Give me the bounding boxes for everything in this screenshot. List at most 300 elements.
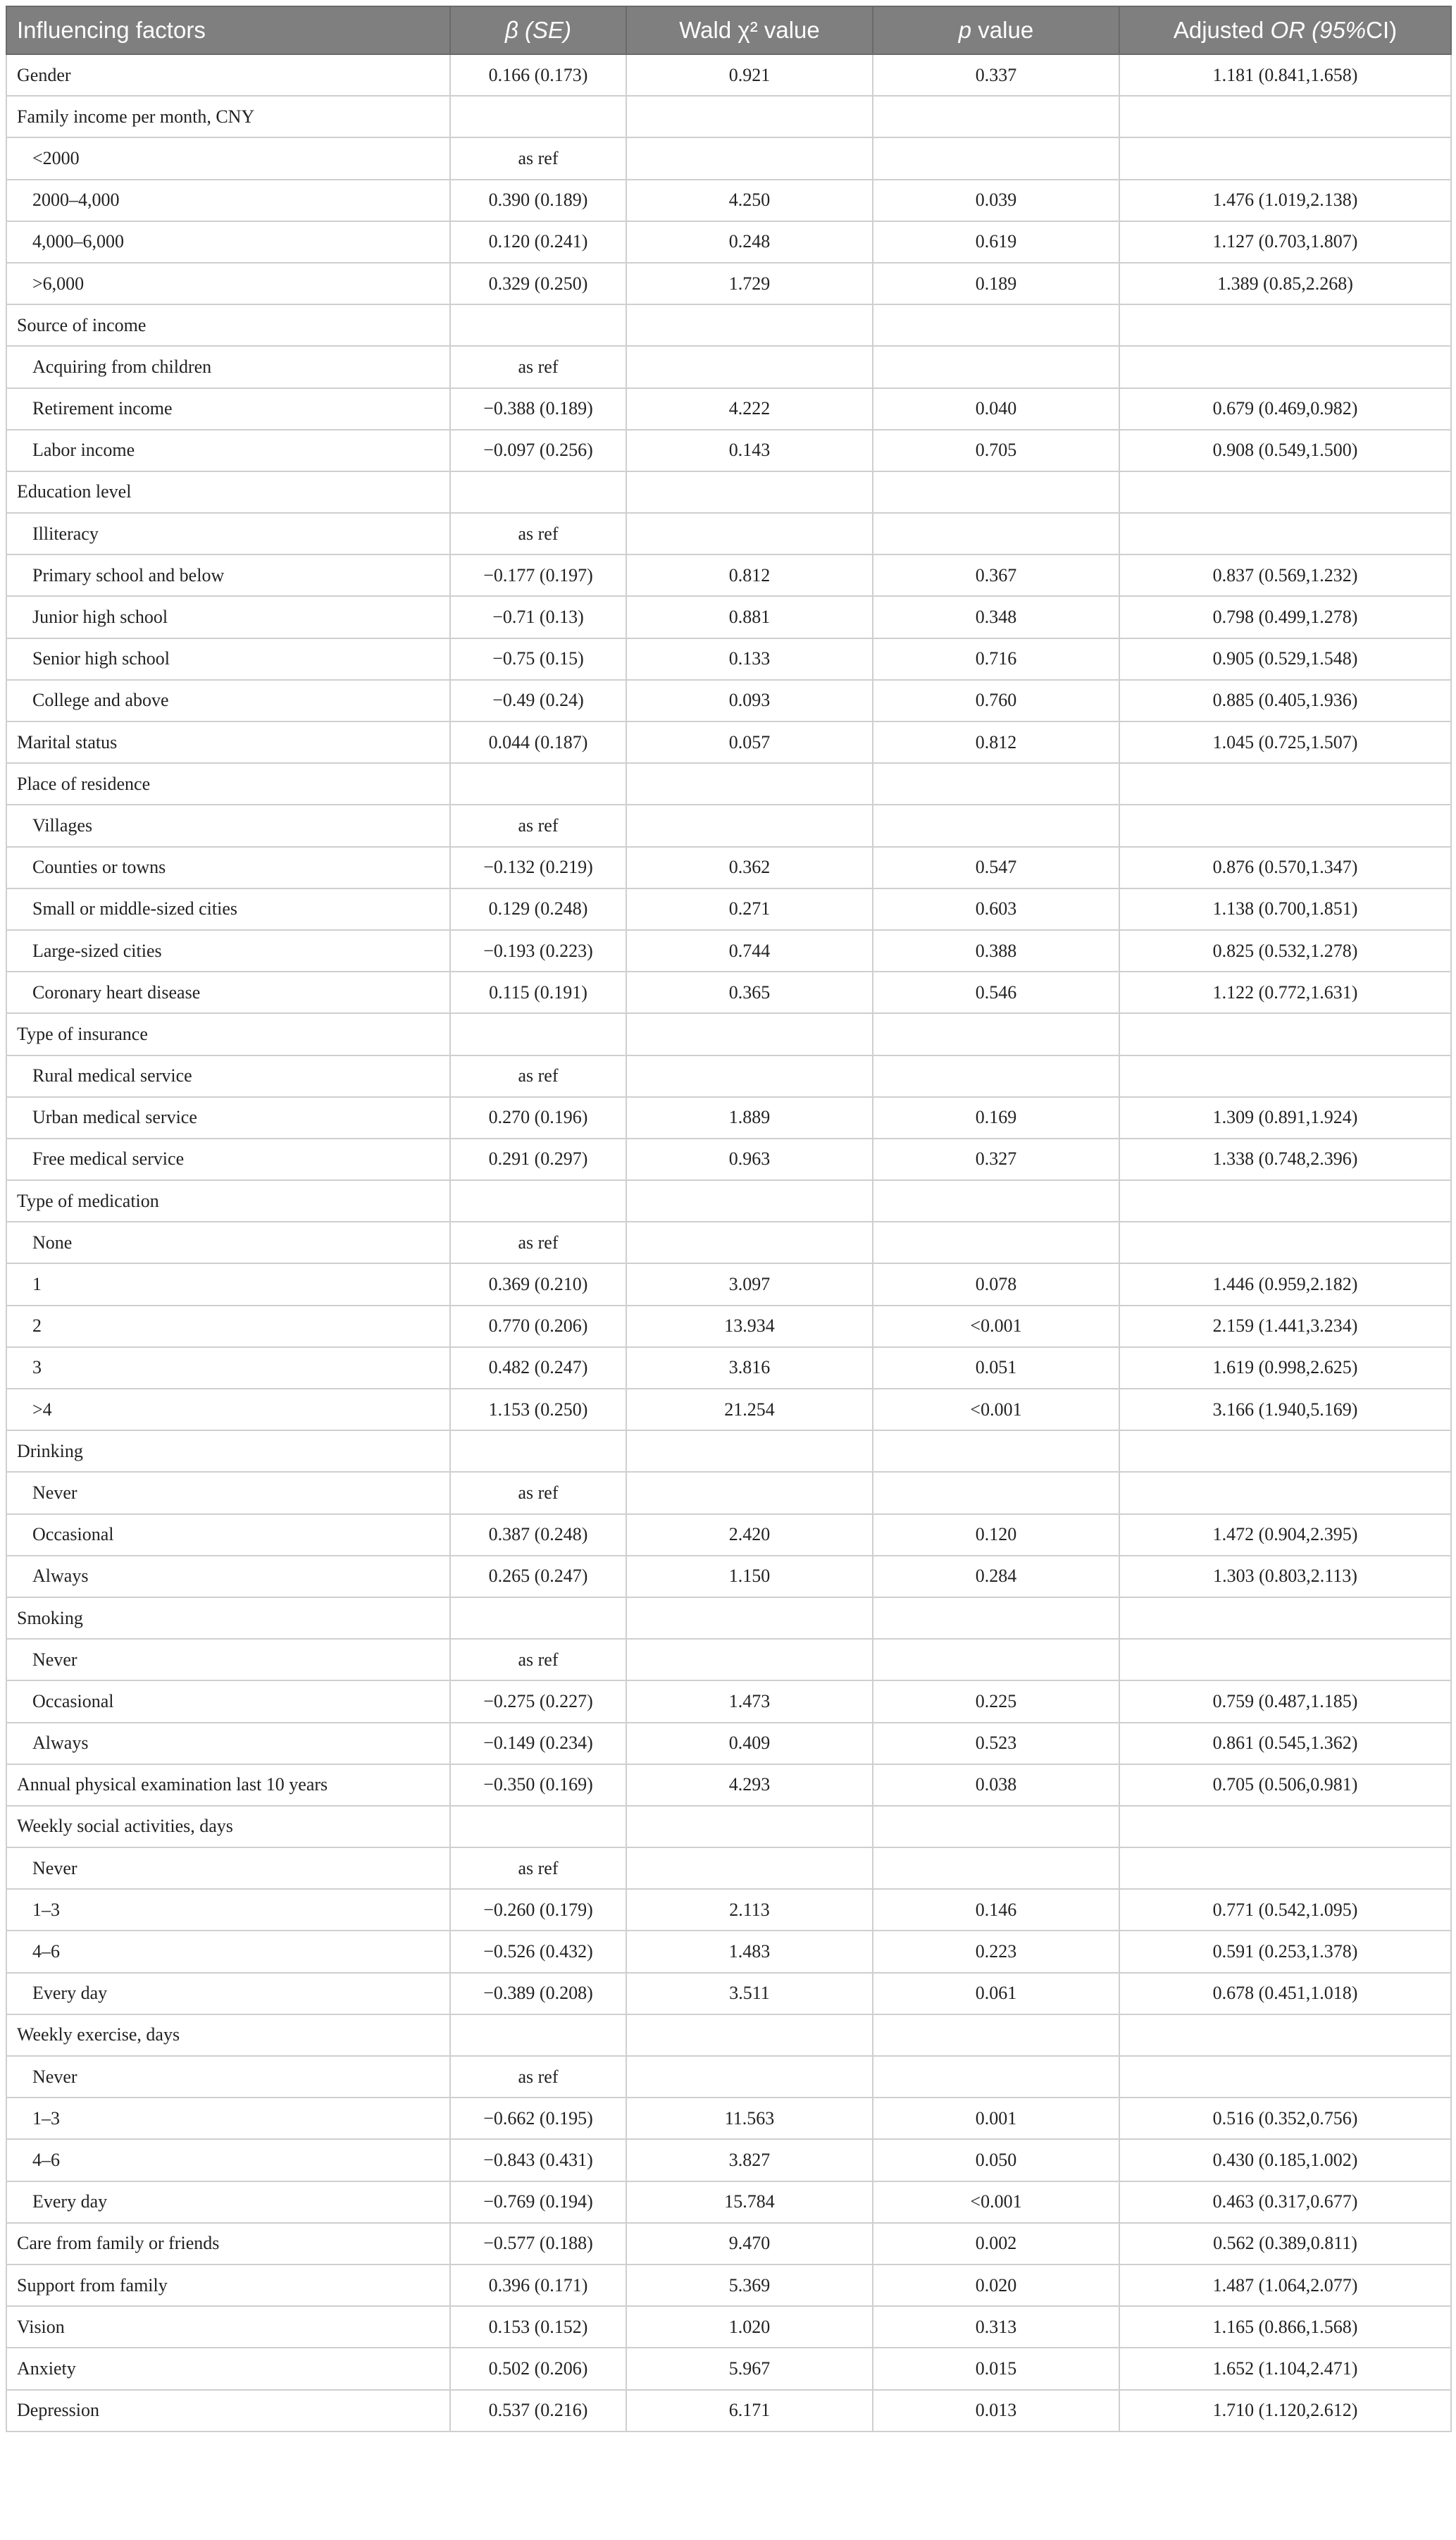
table-row [6,2306,1451,2348]
table-row [6,763,1451,805]
table-row [6,638,1451,680]
wald-value-cell [626,1597,873,1639]
adjusted-or-cell: 1.446 (0.959,2.182) [1119,1263,1451,1305]
beta-se-cell: −0.350 (0.169) [450,1764,626,1806]
beta-se-cell: −0.389 (0.208) [450,1973,626,2014]
p-value-cell: 0.716 [873,638,1119,680]
adjusted-or-cell: 0.705 (0.506,0.981) [1119,1764,1451,1806]
factor-cell: Place of residence [6,763,450,805]
table-row [6,721,1451,763]
beta-se-cell [450,763,626,805]
table-row [6,847,1451,888]
p-value-cell: 0.015 [873,2348,1119,2389]
beta-se-cell: −0.662 (0.195) [450,2098,626,2139]
adjusted-or-cell: 0.430 (0.185,1.002) [1119,2139,1451,2181]
table-row [6,54,1451,96]
adjusted-or-cell: 1.652 (1.104,2.471) [1119,2348,1451,2389]
wald-value-cell: 0.365 [626,972,873,1013]
table-row [6,513,1451,555]
p-value-cell: 0.367 [873,555,1119,596]
table-row [6,1889,1451,1931]
table-row [6,1389,1451,1430]
wald-value-cell: 1.889 [626,1097,873,1139]
p-value-cell: 0.120 [873,1514,1119,1556]
wald-value-cell [626,471,873,513]
wald-value-cell: 5.369 [626,2265,873,2306]
beta-se-cell [450,1430,626,1472]
beta-se-cell: −0.260 (0.179) [450,1889,626,1931]
wald-value-cell: 3.827 [626,2139,873,2181]
adjusted-or-cell: 1.338 (0.748,2.396) [1119,1139,1451,1180]
factor-cell: <2000 [6,137,450,179]
adjusted-or-cell [1119,1222,1451,1263]
beta-se-cell [450,1597,626,1639]
wald-value-cell: 1.473 [626,1680,873,1722]
beta-se-cell: as ref [450,137,626,179]
p-value-cell: 0.348 [873,596,1119,638]
wald-value-cell: 0.271 [626,888,873,930]
wald-value-cell: 0.133 [626,638,873,680]
factor-cell: Weekly social activities, days [6,1806,450,1847]
beta-se-cell: as ref [450,513,626,555]
p-value-cell: 0.523 [873,1723,1119,1764]
factor-cell: Never [6,1639,450,1680]
p-value-cell: 0.002 [873,2223,1119,2265]
factor-cell: Education level [6,471,450,513]
p-value-cell [873,1597,1119,1639]
table-row [6,1723,1451,1764]
factor-cell: 4–6 [6,1931,450,1972]
table-row [6,1680,1451,1722]
p-value-cell: 0.547 [873,847,1119,888]
factor-cell: Always [6,1723,450,1764]
table-container [6,6,1450,2432]
table-row [6,1222,1451,1263]
p-value-cell: 0.705 [873,430,1119,471]
factor-cell: Type of insurance [6,1013,450,1055]
factor-cell: Urban medical service [6,1097,450,1139]
wald-value-cell [626,1430,873,1472]
adjusted-or-cell: 0.463 (0.317,0.677) [1119,2181,1451,2223]
factor-cell: >4 [6,1389,450,1430]
p-value-cell: 0.546 [873,972,1119,1013]
adjusted-or-cell: 1.127 (0.703,1.807) [1119,221,1451,263]
wald-value-cell [626,1472,873,1513]
factor-cell: 2 [6,1306,450,1347]
table-row [6,180,1451,221]
factor-cell: Illiteracy [6,513,450,555]
beta-se-cell: −0.177 (0.197) [450,555,626,596]
p-value-cell: 0.078 [873,1263,1119,1305]
wald-value-cell [626,513,873,555]
p-value-cell [873,513,1119,555]
p-value-cell: 0.284 [873,1556,1119,1597]
header-row [6,6,1451,54]
p-value-cell [873,1013,1119,1055]
wald-value-cell: 2.113 [626,1889,873,1931]
table-body [6,54,1451,2431]
wald-value-cell: 6.171 [626,2390,873,2431]
adjusted-or-cell [1119,1180,1451,1222]
factor-cell: Free medical service [6,1139,450,1180]
adjusted-or-cell: 1.389 (0.85,2.268) [1119,263,1451,304]
factor-cell: Coronary heart disease [6,972,450,1013]
beta-se-cell [450,2014,626,2056]
table-row [6,1514,1451,1556]
factor-cell: Never [6,2056,450,2098]
beta-se-cell: 0.390 (0.189) [450,180,626,221]
adjusted-or-cell: 0.825 (0.532,1.278) [1119,930,1451,972]
beta-se-cell: as ref [450,805,626,846]
adjusted-or-cell [1119,1013,1451,1055]
regression-table [6,6,1452,2432]
wald-value-cell: 1.483 [626,1931,873,1972]
beta-se-cell: −0.388 (0.189) [450,388,626,430]
adjusted-or-cell: 0.837 (0.569,1.232) [1119,555,1451,596]
factor-cell: 3 [6,1347,450,1389]
wald-value-cell [626,763,873,805]
beta-se-cell: 0.270 (0.196) [450,1097,626,1139]
adjusted-or-cell: 1.619 (0.998,2.625) [1119,1347,1451,1389]
wald-value-cell: 4.293 [626,1764,873,1806]
p-value-cell: <0.001 [873,1389,1119,1430]
adjusted-or-cell: 1.309 (0.891,1.924) [1119,1097,1451,1139]
table-header [6,6,1451,54]
adjusted-or-cell: 1.303 (0.803,2.113) [1119,1556,1451,1597]
p-value-cell: 0.225 [873,1680,1119,1722]
table-row [6,221,1451,263]
factor-cell: Counties or towns [6,847,450,888]
table-row [6,1097,1451,1139]
adjusted-or-cell [1119,304,1451,346]
table-row [6,1973,1451,2014]
wald-value-cell: 0.143 [626,430,873,471]
p-value-cell [873,1639,1119,1680]
p-value-cell: 0.337 [873,54,1119,96]
wald-value-cell: 0.362 [626,847,873,888]
beta-se-cell [450,1013,626,1055]
wald-value-cell: 0.963 [626,1139,873,1180]
adjusted-or-cell [1119,513,1451,555]
wald-value-cell: 0.093 [626,680,873,721]
p-value-cell: 0.619 [873,221,1119,263]
p-value-cell: 0.169 [873,1097,1119,1139]
adjusted-or-cell [1119,1639,1451,1680]
table-row [6,1306,1451,1347]
beta-se-cell: 0.120 (0.241) [450,221,626,263]
factor-cell: 4,000–6,000 [6,221,450,263]
wald-value-cell: 1.020 [626,2306,873,2348]
beta-se-cell [450,1180,626,1222]
factor-cell: Annual physical examination last 10 years [6,1764,450,1806]
adjusted-or-cell: 0.562 (0.389,0.811) [1119,2223,1451,2265]
p-value-cell: 0.189 [873,263,1119,304]
adjusted-or-cell: 0.885 (0.405,1.936) [1119,680,1451,721]
p-value-cell: 0.040 [873,388,1119,430]
factor-cell: Rural medical service [6,1055,450,1097]
p-value-cell [873,2056,1119,2098]
adjusted-or-cell: 2.159 (1.441,3.234) [1119,1306,1451,1347]
adjusted-or-cell: 0.516 (0.352,0.756) [1119,2098,1451,2139]
table-row [6,1013,1451,1055]
beta-se-cell: −0.275 (0.227) [450,1680,626,1722]
adjusted-or-cell [1119,137,1451,179]
factor-cell: Junior high school [6,596,450,638]
table-row [6,596,1451,638]
adjusted-or-cell [1119,805,1451,846]
table-row [6,2223,1451,2265]
beta-se-cell: as ref [450,346,626,388]
table-row [6,1472,1451,1513]
beta-se-cell: 1.153 (0.250) [450,1389,626,1430]
header-adjusted-or: Adjusted OR (95%CI) [1119,6,1451,54]
table-row [6,2014,1451,2056]
header-wald-value: Wald χ² value [626,6,873,54]
table-row [6,555,1451,596]
p-value-cell: 0.388 [873,930,1119,972]
table-row [6,1806,1451,1847]
beta-se-cell: −0.71 (0.13) [450,596,626,638]
beta-se-cell: as ref [450,1472,626,1513]
beta-se-cell: as ref [450,2056,626,2098]
adjusted-or-cell: 0.591 (0.253,1.378) [1119,1931,1451,1972]
beta-se-cell: 0.770 (0.206) [450,1306,626,1347]
wald-value-cell: 3.511 [626,1973,873,2014]
factor-cell: Anxiety [6,2348,450,2389]
adjusted-or-cell [1119,763,1451,805]
wald-value-cell [626,1847,873,1889]
wald-value-cell [626,96,873,137]
factor-cell: Source of income [6,304,450,346]
factor-cell: Always [6,1556,450,1597]
wald-value-cell [626,304,873,346]
beta-se-cell: 0.044 (0.187) [450,721,626,763]
beta-se-cell: 0.537 (0.216) [450,2390,626,2431]
wald-value-cell [626,1806,873,1847]
wald-value-cell: 0.921 [626,54,873,96]
wald-value-cell: 5.967 [626,2348,873,2389]
beta-se-cell: 0.369 (0.210) [450,1263,626,1305]
wald-value-cell: 0.248 [626,221,873,263]
p-value-cell: 0.013 [873,2390,1119,2431]
table-row [6,346,1451,388]
header-influencing-factors: Influencing factors [6,6,450,54]
p-value-cell [873,763,1119,805]
p-value-cell [873,1847,1119,1889]
factor-cell: Every day [6,1973,450,2014]
beta-se-cell: 0.166 (0.173) [450,54,626,96]
factor-cell: Small or middle-sized cities [6,888,450,930]
beta-se-cell: 0.482 (0.247) [450,1347,626,1389]
p-value-cell [873,1806,1119,1847]
p-value-cell: <0.001 [873,2181,1119,2223]
table-row [6,471,1451,513]
factor-cell: Never [6,1847,450,1889]
adjusted-or-cell: 1.122 (0.772,1.631) [1119,972,1451,1013]
table-row [6,137,1451,179]
p-value-cell [873,96,1119,137]
adjusted-or-cell: 0.678 (0.451,1.018) [1119,1973,1451,2014]
adjusted-or-cell [1119,1472,1451,1513]
table-row [6,680,1451,721]
factor-cell: Never [6,1472,450,1513]
factor-cell: Gender [6,54,450,96]
factor-cell: Senior high school [6,638,450,680]
adjusted-or-cell [1119,1847,1451,1889]
p-value-cell: <0.001 [873,1306,1119,1347]
adjusted-or-cell: 1.138 (0.700,1.851) [1119,888,1451,930]
wald-value-cell: 0.744 [626,930,873,972]
p-value-cell [873,137,1119,179]
wald-value-cell [626,2014,873,2056]
wald-value-cell [626,1055,873,1097]
p-value-cell: 0.812 [873,721,1119,763]
beta-se-cell: −0.097 (0.256) [450,430,626,471]
factor-cell: Smoking [6,1597,450,1639]
p-value-cell: 0.001 [873,2098,1119,2139]
adjusted-or-cell [1119,1806,1451,1847]
wald-value-cell [626,137,873,179]
table-row [6,1347,1451,1389]
factor-cell: Support from family [6,2265,450,2306]
p-value-cell [873,304,1119,346]
factor-cell: Villages [6,805,450,846]
table-row [6,1556,1451,1597]
p-value-cell: 0.313 [873,2306,1119,2348]
table-row [6,263,1451,304]
p-value-cell: 0.061 [873,1973,1119,2014]
beta-se-cell: −0.49 (0.24) [450,680,626,721]
wald-value-cell: 4.250 [626,180,873,221]
factor-cell: Primary school and below [6,555,450,596]
factor-cell: Care from family or friends [6,2223,450,2265]
factor-cell: None [6,1222,450,1263]
adjusted-or-cell: 1.710 (1.120,2.612) [1119,2390,1451,2431]
table-row [6,2265,1451,2306]
factor-cell: Marital status [6,721,450,763]
p-value-cell [873,2014,1119,2056]
table-row [6,430,1451,471]
beta-se-cell [450,1806,626,1847]
wald-value-cell [626,1222,873,1263]
table-row [6,2056,1451,2098]
adjusted-or-cell: 0.908 (0.549,1.500) [1119,430,1451,471]
factor-cell: 4–6 [6,2139,450,2181]
wald-value-cell [626,1639,873,1680]
factor-cell: Family income per month, CNY [6,96,450,137]
wald-value-cell [626,2056,873,2098]
beta-se-cell [450,96,626,137]
adjusted-or-cell [1119,471,1451,513]
beta-se-cell: as ref [450,1222,626,1263]
p-value-cell [873,1472,1119,1513]
adjusted-or-cell [1119,1055,1451,1097]
p-value-cell: 0.760 [873,680,1119,721]
beta-se-cell: −0.769 (0.194) [450,2181,626,2223]
table-row [6,304,1451,346]
factor-cell: Retirement income [6,388,450,430]
adjusted-or-cell: 1.181 (0.841,1.658) [1119,54,1451,96]
p-value-cell [873,1222,1119,1263]
p-value-cell: 0.038 [873,1764,1119,1806]
table-row [6,805,1451,846]
wald-value-cell: 3.097 [626,1263,873,1305]
factor-cell: 1 [6,1263,450,1305]
factor-cell: 1–3 [6,1889,450,1931]
wald-value-cell: 1.729 [626,263,873,304]
adjusted-or-cell: 0.771 (0.542,1.095) [1119,1889,1451,1931]
adjusted-or-cell: 1.165 (0.866,1.568) [1119,2306,1451,2348]
factor-cell: Every day [6,2181,450,2223]
adjusted-or-cell [1119,1597,1451,1639]
p-value-cell [873,1180,1119,1222]
beta-se-cell: −0.843 (0.431) [450,2139,626,2181]
table-row [6,972,1451,1013]
p-value-cell: 0.146 [873,1889,1119,1931]
adjusted-or-cell [1119,96,1451,137]
wald-value-cell: 2.420 [626,1514,873,1556]
beta-se-cell: 0.265 (0.247) [450,1556,626,1597]
table-row [6,2098,1451,2139]
factor-cell: Weekly exercise, days [6,2014,450,2056]
beta-se-cell: 0.387 (0.248) [450,1514,626,1556]
factor-cell: 1–3 [6,2098,450,2139]
adjusted-or-cell: 1.487 (1.064,2.077) [1119,2265,1451,2306]
p-value-cell: 0.020 [873,2265,1119,2306]
beta-se-cell [450,471,626,513]
table-row [6,2348,1451,2389]
beta-se-cell: 0.129 (0.248) [450,888,626,930]
beta-se-cell: 0.329 (0.250) [450,263,626,304]
table-row [6,1639,1451,1680]
wald-value-cell: 15.784 [626,2181,873,2223]
beta-se-cell: 0.502 (0.206) [450,2348,626,2389]
adjusted-or-cell: 3.166 (1.940,5.169) [1119,1389,1451,1430]
p-value-cell [873,1430,1119,1472]
table-row [6,2181,1451,2223]
p-value-cell: 0.327 [873,1139,1119,1180]
wald-value-cell: 21.254 [626,1389,873,1430]
factor-cell: Occasional [6,1514,450,1556]
adjusted-or-cell [1119,1430,1451,1472]
p-value-cell: 0.051 [873,1347,1119,1389]
wald-value-cell: 0.881 [626,596,873,638]
beta-se-cell: 0.153 (0.152) [450,2306,626,2348]
adjusted-or-cell: 1.476 (1.019,2.138) [1119,180,1451,221]
wald-value-cell: 13.934 [626,1306,873,1347]
adjusted-or-cell: 1.045 (0.725,1.507) [1119,721,1451,763]
table-row [6,1139,1451,1180]
table-row [6,1430,1451,1472]
header-p-value: p value [873,6,1119,54]
table-row [6,388,1451,430]
adjusted-or-cell: 0.759 (0.487,1.185) [1119,1680,1451,1722]
p-value-cell: 0.603 [873,888,1119,930]
adjusted-or-cell [1119,346,1451,388]
wald-value-cell: 0.409 [626,1723,873,1764]
wald-value-cell: 0.812 [626,555,873,596]
adjusted-or-cell: 0.679 (0.469,0.982) [1119,388,1451,430]
factor-cell: Acquiring from children [6,346,450,388]
beta-se-cell: as ref [450,1639,626,1680]
table-row [6,2139,1451,2181]
table-row [6,2390,1451,2431]
adjusted-or-cell: 1.472 (0.904,2.395) [1119,1514,1451,1556]
beta-se-cell: −0.577 (0.188) [450,2223,626,2265]
p-value-cell [873,471,1119,513]
adjusted-or-cell: 0.861 (0.545,1.362) [1119,1723,1451,1764]
table-row [6,1597,1451,1639]
